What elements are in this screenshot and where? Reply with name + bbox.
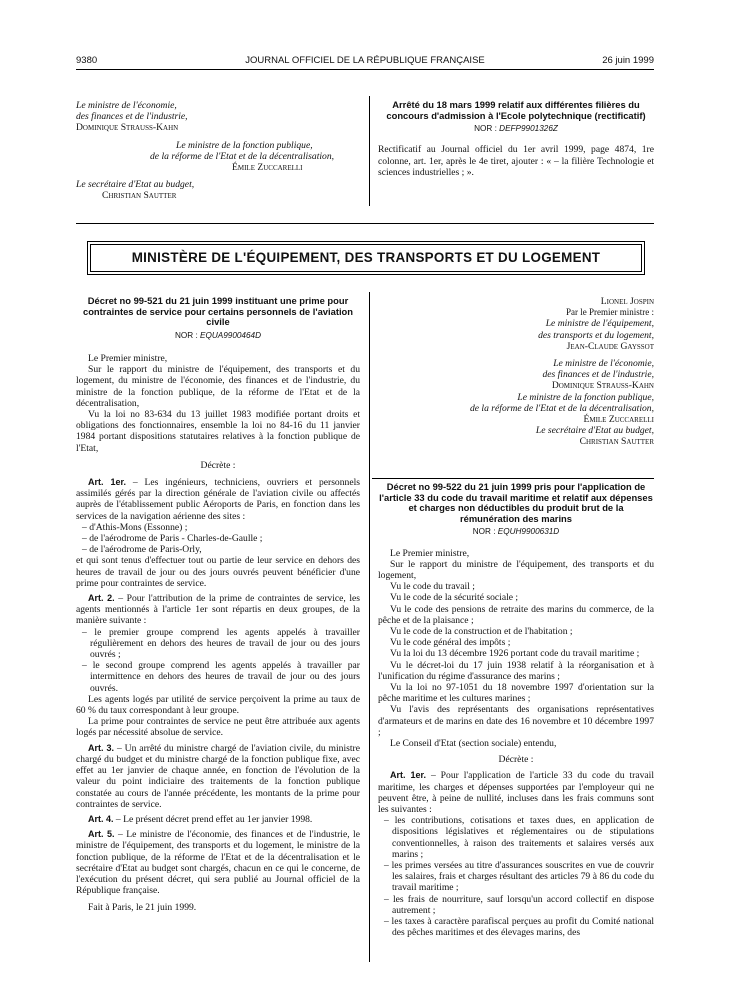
list-item: – le premier groupe comprend les agents appelés à travailler régulièrement en dehors des heures de travail de jour ou des jours ouvrés ; <box>82 626 360 661</box>
decret2-title: Décret no 99-522 du 21 juin 1999 pris pour l'application de l'article 33 du code du travail maritime et relatif aux dépenses et charges non déductibles du produit brut de la rémunération des marins <box>379 481 653 524</box>
paragraph: et qui sont tenus d'effectuer tout ou partie de leur service en dehors des heures de travail de jour ou des jours ouvrés peuvent bénéficier d'une prime pour contraintes de service. <box>76 555 360 589</box>
paragraph: Le Premier ministre, <box>88 352 168 364</box>
paragraph: Vu l'avis des représentants des organisations représentatives d'armateurs et de marins en date des 16 novembre et 10 décembre 1997 ; <box>378 704 654 738</box>
list-item: – le second groupe comprend les agents appelés à travailler par intermittence en dehors des heures de travail de jour ou des jours ouvrés. <box>82 660 360 694</box>
paragraph: Le Conseil d'Etat (section sociale) entendu, <box>390 738 557 750</box>
sig-economy-role-1: Le ministre de l'économie, <box>76 100 177 111</box>
sig-economy-name: Dominique Strauss-Kahn <box>551 380 654 392</box>
sig-budget-name: Christian Sautter <box>102 190 177 202</box>
top-signatures <box>76 100 360 202</box>
sig-publicfunction-name: Émile Zuccarelli <box>232 162 303 174</box>
paragraph: Vu la loi no 97-1051 du 18 novembre 1997 d'orientation sur la pêche maritime et les cultures marines ; <box>378 682 654 705</box>
header-rule <box>76 69 654 70</box>
paragraph: Sur le rapport du ministre de l'équipement, des transports et du logement, <box>378 558 654 581</box>
decret-99-521 <box>76 296 360 914</box>
arrete-rectificatif <box>378 100 654 178</box>
sig-economy-role-2: des finances et de l'industrie, <box>76 111 188 123</box>
paragraph: Vu le code des pensions de retraite des marins du commerce, de la pêche et de la plaisance ; <box>378 603 654 626</box>
ministry-banner: MINISTÈRE DE L'ÉQUIPEMENT, DES TRANSPORTS ET DU LOGEMENT <box>90 244 642 272</box>
sig-equipment-role-2: des transports et du logement, <box>538 329 654 341</box>
issue-date: 26 juin 1999 <box>602 55 654 66</box>
decret1-signatures <box>378 296 654 448</box>
sig-budget-role: Le secrétaire d'Etat au budget, <box>535 425 654 437</box>
paragraph: Vu la loi du 13 décembre 1926 portant code du travail maritime ; <box>390 648 640 660</box>
paragraph: La prime pour contraintes de service ne peut être attribuée aux agents logés par nécessité absolue de service. <box>76 716 360 739</box>
pm-label: Par le Premier ministre : <box>566 307 654 318</box>
sig-economy-role-1: Le ministre de l'économie, <box>553 358 654 370</box>
signature-date: Fait à Paris, le 21 juin 1999. <box>88 902 197 914</box>
sig-economy-name: Dominique Strauss-Kahn <box>76 122 179 134</box>
article-1: Art. 1er. – Les ingénieurs, techniciens, ouvriers et personnels assimilés gérés par la direction générale de l'aviation civile ou affectés auprès de l'établissement public Aéroports de Paris, en fonction dans les services de la navigation aérienne des sites : <box>76 477 360 522</box>
paragraph: Le Premier ministre, <box>390 547 470 559</box>
sig-equipment-name: Jean-Claude Gayssot <box>566 340 654 352</box>
sig-publicfunction-role-2: de la réforme de l'Etat et de la décentralisation, <box>469 402 654 414</box>
paragraph: Sur le rapport du ministre de l'équipement, des transports et du logement, du ministre de l'économie, des finances et de l'industrie, du ministre de la fonction publique, de la réforme de l'Etat et de la décentralisation, <box>76 364 360 409</box>
column-divider-main <box>369 292 370 962</box>
paragraph: Vu le code du travail ; <box>390 581 475 593</box>
list-item: – les contributions, cotisations et taxes dues, en application de dispositions législatives et réglementaires ou de stipulations conventionnelles, à raison des traitements et salaires versés aux marins ; <box>384 815 654 860</box>
paragraph: Vu le décret-loi du 17 juin 1938 relatif à la réorganisation et à l'unification du régime d'assurance des marins ; <box>378 659 654 682</box>
list-item: – les primes versées au titre d'assurances souscrites en vue de couvrir les salaires, frais et charges résultant des articles 79 à 86 du code du travail maritime ; <box>384 860 654 894</box>
decrete-label: Décrète : <box>498 754 534 766</box>
decret1-title: Décret no 99-521 du 21 juin 1999 instituant une prime pour contraintes de service pour certains personnels de l'aviation civile <box>82 295 354 328</box>
decret-99-522 <box>378 482 654 938</box>
sig-publicfunction-role-2: de la réforme de l'Etat et de la décentralisation, <box>150 150 335 162</box>
article-4: Art. 4. – Le présent décret prend effet au 1er janvier 1998. <box>88 813 313 825</box>
journal-title: JOURNAL OFFICIEL DE LA RÉPUBLIQUE FRANÇAISE <box>245 55 485 66</box>
right-divider <box>372 478 654 479</box>
arrete-title: Arrêté du 18 mars 1999 relatif aux différentes filières du concours d'admission à l'Ecole polytechnique (rectificatif) <box>386 99 646 121</box>
decrete-label: Décrète : <box>200 459 236 471</box>
page-number: 9380 <box>76 55 98 66</box>
sig-publicfunction-role-1: Le ministre de la fonction publique, <box>176 139 313 151</box>
article-2: Art. 2. – Pour l'attribution de la prime de contraintes de service, les agents mentionnés à l'article 1er sont répartis en deux groupes, de la manière suivante : <box>76 593 361 627</box>
column-divider-top <box>369 96 370 206</box>
sig-budget-role: Le secrétaire d'Etat au budget, <box>76 179 195 191</box>
decret2-nor: NOR : EQUH9900631D <box>472 527 560 537</box>
sig-publicfunction-role-1: Le ministre de la fonction publique, <box>517 391 654 403</box>
section-rule <box>76 223 654 224</box>
list-item: – les frais de nourriture, sauf lorsqu'un accord collectif en dispose autrement ; <box>384 893 654 916</box>
list-item: – d'Athis-Mons (Essonne) ; <box>82 521 188 533</box>
pm-name: Lionel Jospin <box>600 296 654 307</box>
list-item: – de l'aérodrome de Paris-Orly, <box>82 544 202 556</box>
sig-equipment-role-1: Le ministre de l'équipement, <box>545 318 654 330</box>
sig-budget-name: Christian Sautter <box>579 436 654 448</box>
article-5: Art. 5. – Le ministre de l'économie, des finances et de l'industrie, le ministre de l'équipement, des transports et du logement, le ministre de la fonction publique, de la réforme de l'Etat et de la décentralisation et le secrétaire d'Etat au budget sont chargés, chacun en ce qui le concerne, de l'exécution du présent décret, qui sera publié au Journal officiel de la République française. <box>76 829 360 897</box>
list-item: – les taxes à caractère parafiscal perçues au profit du Comité national des pêches maritimes et des élevages marins, des <box>384 916 654 939</box>
sig-publicfunction-name: Émile Zuccarelli <box>583 414 654 426</box>
arrete-nor: NOR : DEFP9901326Z <box>474 124 558 134</box>
paragraph: Vu la loi no 83-634 du 13 juillet 1983 modifiée portant droits et obligations des fonctionnaires, ensemble la loi no 84-16 du 11 janvier 1984 portant dispositions statutaires relatives à la fonction publique de l'Etat, <box>76 409 360 454</box>
paragraph: Vu le code de la construction et de l'habitation ; <box>390 626 573 637</box>
paragraph: Vu le code de la sécurité sociale ; <box>390 592 519 604</box>
page-header <box>76 54 654 68</box>
article-3: Art. 3. – Un arrêté du ministre chargé de l'aviation civile, du ministre chargé du budget et du ministre chargé de la fonction publique fixe, avec effet au 1er janvier de chaque année, en fonction de l'évolution de la valeur du point indiciaire des traitements de la fonction publique constatée au cours de l'année précédente, les montants de la prime pour contraintes de service. <box>76 742 360 810</box>
decret1-nor: NOR : EQUA9900464D <box>174 330 262 340</box>
paragraph: Les agents logés par utilité de service perçoivent la prime au taux de 60 % du taux correspondant à leur groupe. <box>76 693 360 717</box>
sig-economy-role-2: des finances et de l'industrie, <box>542 369 654 381</box>
article-1: Art. 1er. – Pour l'application de l'article 33 du code du travail maritime, les charges et dépenses supportées par l'employeur qui ne peuvent être, à peine de nullité, incluses dans les frais communs sont les suivantes : <box>378 770 654 816</box>
arrete-body: Rectificatif au Journal officiel du 1er avril 1999, page 4874, 1re colonne, art. 1er, après le 4e tiret, ajouter : « – la filière Technologie et sciences industrielles ; ». <box>378 144 654 178</box>
list-item: – de l'aérodrome de Paris - Charles-de-Gaulle ; <box>82 533 263 545</box>
paragraph: Vu le code général des impôts ; <box>390 637 511 649</box>
